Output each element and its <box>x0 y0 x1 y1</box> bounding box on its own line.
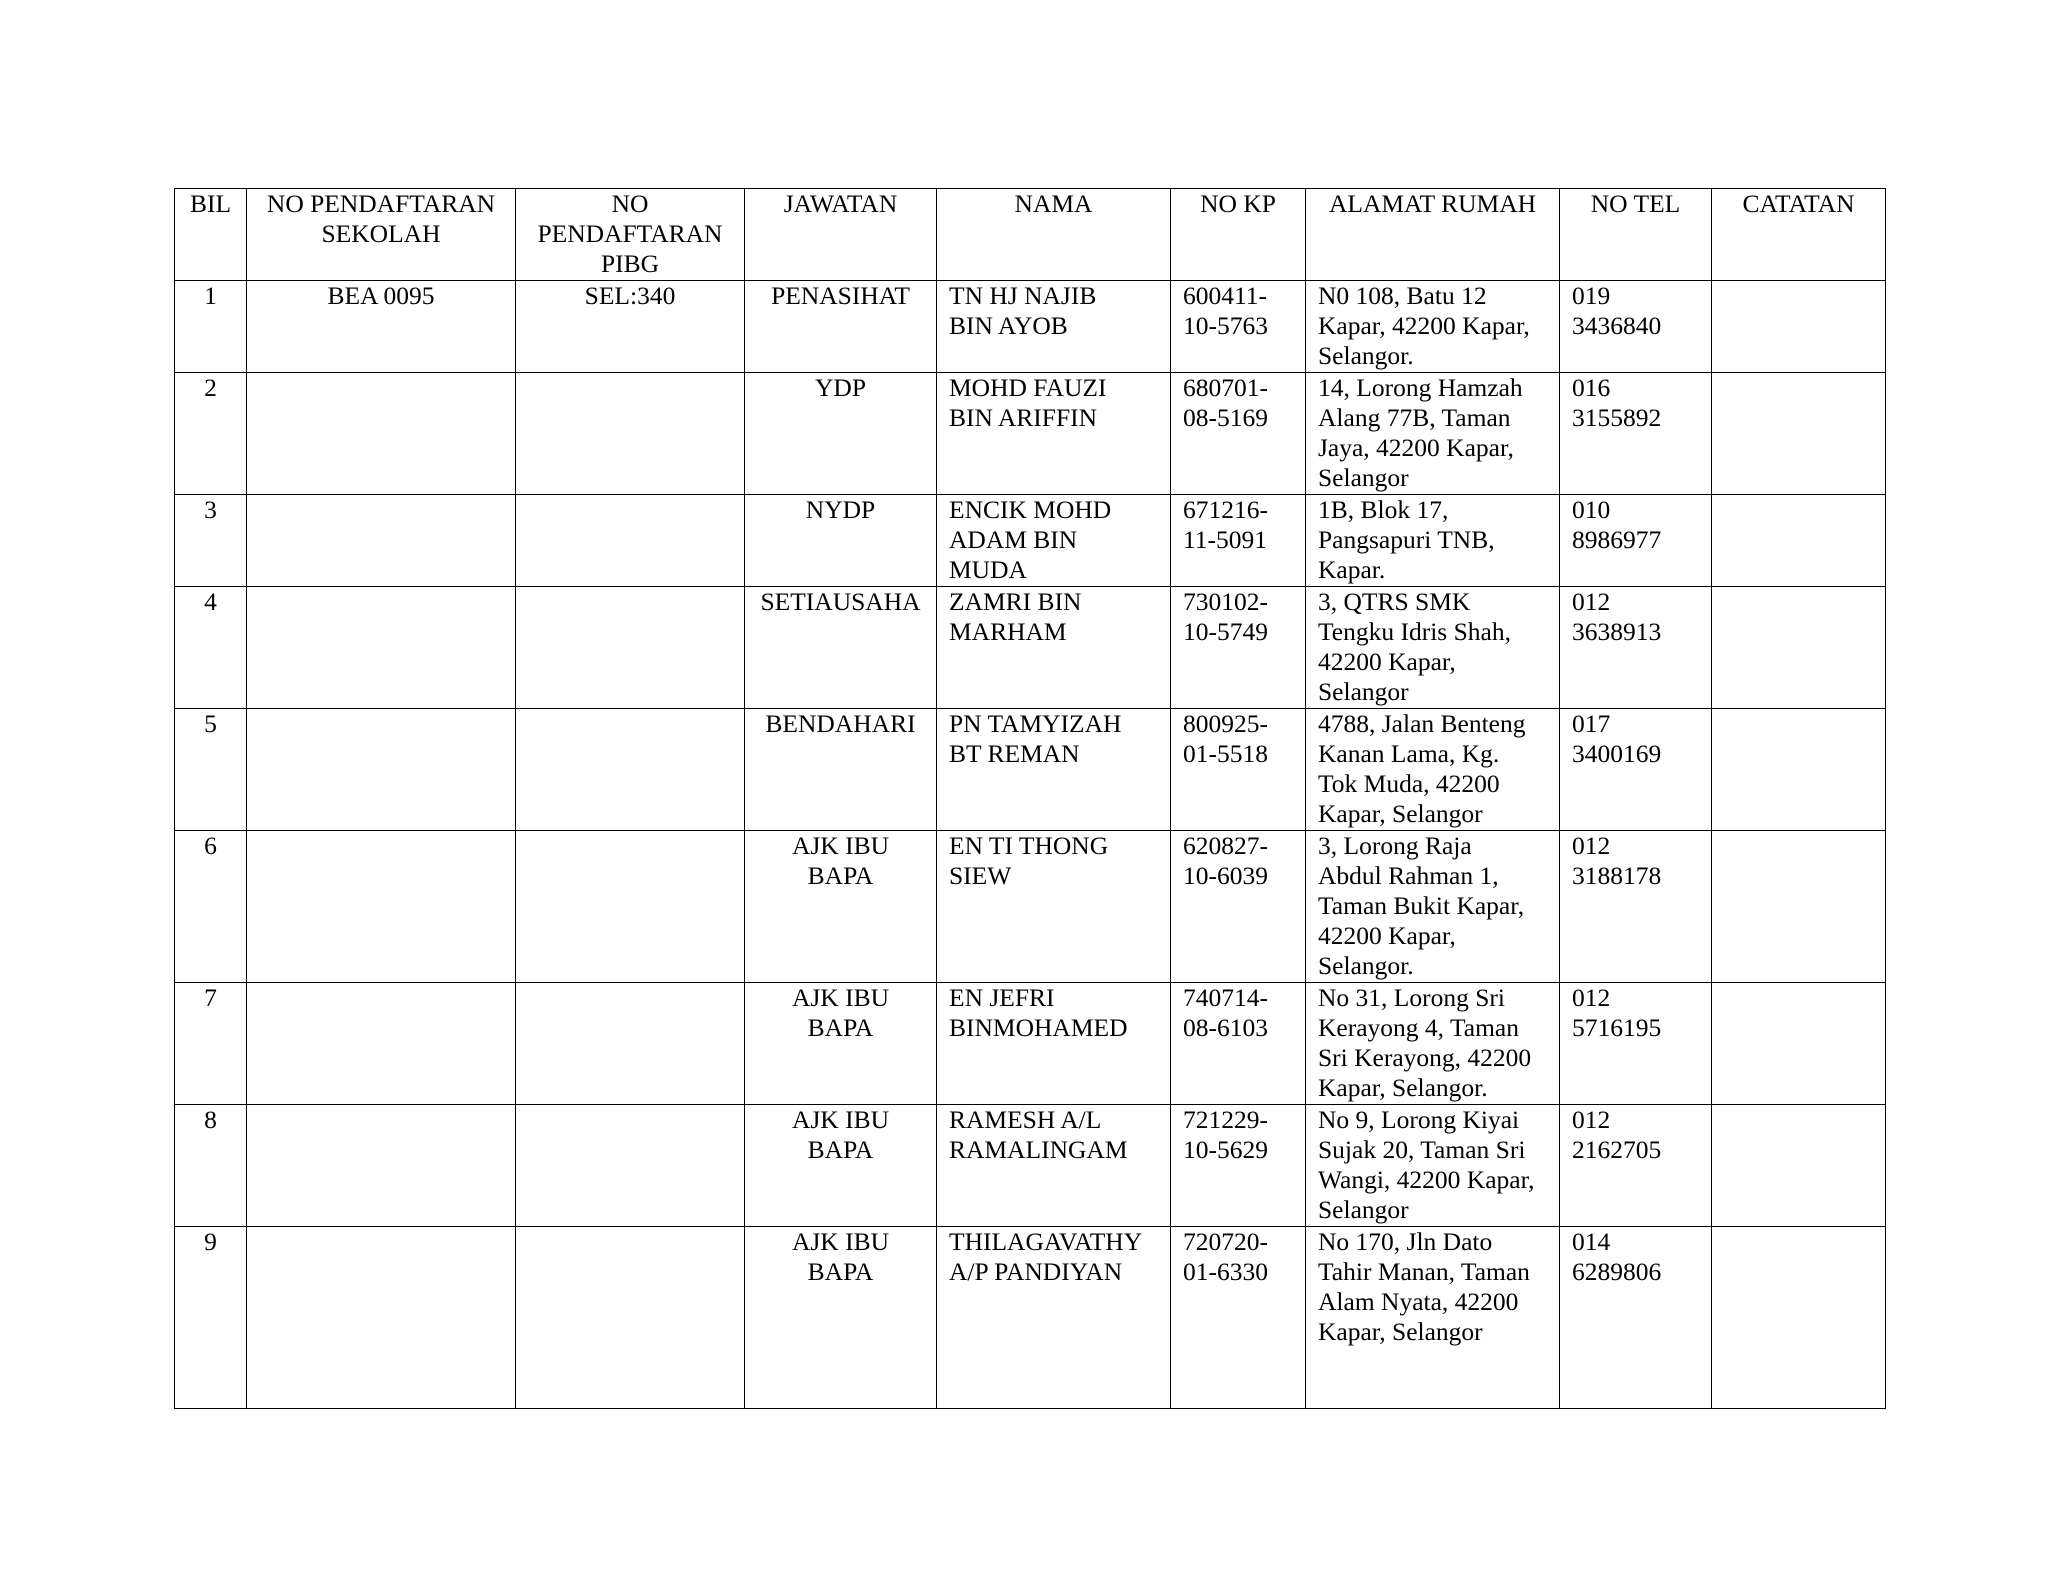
catatan-cell <box>1712 587 1886 709</box>
jawatan-cell <box>745 373 937 495</box>
cell-line: Kapar, Selangor. <box>1318 1073 1488 1102</box>
cell-line: NO <box>611 189 649 218</box>
cell-line: ALAMAT RUMAH <box>1328 189 1537 218</box>
cell-line: 4 <box>204 587 217 616</box>
cell-line: TN HJ NAJIB <box>949 281 1097 310</box>
cell-line: 42200 Kapar, <box>1318 921 1456 950</box>
school-registration-cell <box>247 709 516 831</box>
cell-line: BEA 0095 <box>327 281 435 310</box>
cell-line: 012 <box>1572 831 1611 860</box>
no-tel-cell <box>1560 983 1712 1105</box>
cell-line: BT REMAN <box>949 739 1080 768</box>
jawatan-cell <box>745 281 937 373</box>
school-registration-cell <box>247 281 516 373</box>
school-registration-cell <box>247 495 516 587</box>
cell-line: MUDA <box>949 555 1027 584</box>
cell-line: EN TI THONG <box>949 831 1109 860</box>
cell-line: Abdul Rahman 1, <box>1318 861 1499 890</box>
cell-line: SEL:340 <box>584 281 676 310</box>
cell-line: 5 <box>204 709 217 738</box>
cell-line: BINMOHAMED <box>949 1013 1128 1042</box>
cell-line: THILAGAVATHY <box>949 1227 1143 1256</box>
cell-line: Tengku Idris Shah, <box>1318 617 1511 646</box>
cell-line: Sujak 20, Taman Sri <box>1318 1135 1526 1164</box>
table-row <box>175 373 1886 495</box>
cell-line: PENDAFTARAN <box>537 219 723 248</box>
pibg-registration-cell <box>516 983 745 1105</box>
cell-line: PN TAMYIZAH <box>949 709 1122 738</box>
cell-line: AJK IBU <box>791 1105 890 1134</box>
cell-line: NO TEL <box>1590 189 1681 218</box>
no-kp-cell <box>1171 373 1306 495</box>
cell-line: 4788, Jalan Benteng <box>1318 709 1526 738</box>
alamat-cell <box>1306 587 1560 709</box>
alamat-cell <box>1306 281 1560 373</box>
jawatan-cell <box>745 495 937 587</box>
no-tel-cell <box>1560 831 1712 983</box>
cell-line: 08-5169 <box>1183 403 1268 432</box>
no-tel-cell <box>1560 587 1712 709</box>
cell-line: Alam Nyata, 42200 <box>1318 1287 1519 1316</box>
cell-line: BIN ARIFFIN <box>949 403 1098 432</box>
cell-line: 671216- <box>1183 495 1268 524</box>
alamat-cell <box>1306 831 1560 983</box>
no-tel-cell <box>1560 709 1712 831</box>
cell-line: Selangor <box>1318 463 1409 492</box>
cell-line: 6 <box>204 831 217 860</box>
cell-line: 10-5629 <box>1183 1135 1268 1164</box>
pibg-registration-cell <box>516 831 745 983</box>
cell-line: 3436840 <box>1572 311 1662 340</box>
header-row <box>175 189 1886 281</box>
table-row <box>175 1227 1886 1409</box>
pibg-registration-cell <box>516 1105 745 1227</box>
nama-cell <box>937 1105 1171 1227</box>
cell-line: Kapar, Selangor <box>1318 799 1483 828</box>
cell-line: 11-5091 <box>1183 525 1268 554</box>
cell-line: BAPA <box>807 861 874 890</box>
cell-line: Selangor. <box>1318 341 1414 370</box>
cell-line: RAMALINGAM <box>949 1135 1128 1164</box>
cell-line: CATATAN <box>1742 189 1855 218</box>
bil-cell <box>175 1105 247 1227</box>
cell-line: 012 <box>1572 587 1611 616</box>
cell-line: RAMESH A/L <box>949 1105 1102 1134</box>
cell-line: 012 <box>1572 983 1611 1012</box>
header-nama <box>937 189 1171 281</box>
cell-line: 08-6103 <box>1183 1013 1268 1042</box>
no-kp-cell <box>1171 983 1306 1105</box>
no-kp-cell <box>1171 495 1306 587</box>
bil-cell <box>175 983 247 1105</box>
cell-line: Tok Muda, 42200 <box>1318 769 1500 798</box>
cell-line: 740714- <box>1183 983 1268 1012</box>
nama-cell <box>937 281 1171 373</box>
cell-line: Pangsapuri TNB, <box>1318 525 1495 554</box>
cell-line: 2 <box>204 373 217 402</box>
cell-line: 620827- <box>1183 831 1268 860</box>
bil-cell <box>175 281 247 373</box>
catatan-cell <box>1712 495 1886 587</box>
cell-line: 10-5749 <box>1183 617 1268 646</box>
cell-line: 017 <box>1572 709 1611 738</box>
cell-line: NYDP <box>805 495 876 524</box>
cell-line: NO PENDAFTARAN <box>266 189 496 218</box>
no-tel-cell <box>1560 373 1712 495</box>
catatan-cell <box>1712 831 1886 983</box>
cell-line: Alang 77B, Taman <box>1318 403 1511 432</box>
alamat-cell <box>1306 709 1560 831</box>
jawatan-cell <box>745 709 937 831</box>
table-row <box>175 709 1886 831</box>
school-registration-cell <box>247 587 516 709</box>
nama-cell <box>937 831 1171 983</box>
cell-line: 800925- <box>1183 709 1268 738</box>
jawatan-cell <box>745 1227 937 1409</box>
cell-line: 3, Lorong Raja <box>1318 831 1472 860</box>
bil-cell <box>175 373 247 495</box>
nama-cell <box>937 495 1171 587</box>
cell-line: No 9, Lorong Kiyai <box>1318 1105 1520 1134</box>
cell-line: BIL <box>189 189 232 218</box>
cell-line: BAPA <box>807 1135 874 1164</box>
cell-line: BAPA <box>807 1013 874 1042</box>
catatan-cell <box>1712 281 1886 373</box>
cell-line: 016 <box>1572 373 1611 402</box>
bil-cell <box>175 495 247 587</box>
cell-line: YDP <box>814 373 866 402</box>
cell-line: 10-5763 <box>1183 311 1268 340</box>
table-row <box>175 587 1886 709</box>
cell-line: 600411- <box>1183 281 1268 310</box>
catatan-cell <box>1712 373 1886 495</box>
cell-line: BAPA <box>807 1257 874 1286</box>
cell-line: N0 108, Batu 12 <box>1318 281 1487 310</box>
no-kp-cell <box>1171 281 1306 373</box>
table-row <box>175 983 1886 1105</box>
no-tel-cell <box>1560 495 1712 587</box>
bil-cell <box>175 1227 247 1409</box>
catatan-cell <box>1712 1227 1886 1409</box>
alamat-cell <box>1306 983 1560 1105</box>
no-tel-cell <box>1560 281 1712 373</box>
school-registration-cell <box>247 831 516 983</box>
no-kp-cell <box>1171 1227 1306 1409</box>
cell-line: 1B, Blok 17, <box>1318 495 1449 524</box>
pibg-registration-cell <box>516 1227 745 1409</box>
cell-line: ENCIK MOHD <box>949 495 1112 524</box>
jawatan-cell <box>745 587 937 709</box>
cell-line: No 170, Jln Dato <box>1318 1227 1493 1256</box>
cell-line: 3400169 <box>1572 739 1662 768</box>
cell-line: 8 <box>204 1105 217 1134</box>
school-registration-cell <box>247 373 516 495</box>
cell-line: 3, QTRS SMK <box>1318 587 1471 616</box>
cell-line: 721229- <box>1183 1105 1268 1134</box>
school-registration-cell <box>247 1227 516 1409</box>
cell-line: 019 <box>1572 281 1611 310</box>
pibg-registration-cell <box>516 709 745 831</box>
header-no-pendaftaran-pibg <box>516 189 745 281</box>
table-row <box>175 281 1886 373</box>
table-row <box>175 495 1886 587</box>
cell-line: 3188178 <box>1572 861 1662 890</box>
no-tel-cell <box>1560 1227 1712 1409</box>
cell-line: AJK IBU <box>791 983 890 1012</box>
cell-line: AJK IBU <box>791 1227 890 1256</box>
cell-line: Kanan Lama, Kg. <box>1318 739 1500 768</box>
catatan-cell <box>1712 983 1886 1105</box>
cell-line: Sri Kerayong, 42200 <box>1318 1043 1532 1072</box>
cell-line: Kerayong 4, Taman <box>1318 1013 1519 1042</box>
cell-line: 9 <box>204 1227 217 1256</box>
header-catatan <box>1712 189 1886 281</box>
no-tel-cell <box>1560 1105 1712 1227</box>
header-alamat-rumah <box>1306 189 1560 281</box>
bil-cell <box>175 709 247 831</box>
school-registration-cell <box>247 1105 516 1227</box>
nama-cell <box>937 587 1171 709</box>
cell-line: NO KP <box>1200 189 1276 218</box>
alamat-cell <box>1306 495 1560 587</box>
cell-line: 3638913 <box>1572 617 1662 646</box>
cell-line: 14, Lorong Hamzah <box>1318 373 1523 402</box>
table-row <box>175 831 1886 983</box>
cell-line: EN JEFRI <box>949 983 1055 1012</box>
pibg-registration-cell <box>516 587 745 709</box>
cell-line: 2162705 <box>1572 1135 1662 1164</box>
cell-line: 10-6039 <box>1183 861 1268 890</box>
cell-line: Selangor <box>1318 677 1409 706</box>
table-row <box>175 1105 1886 1227</box>
pibg-registration-cell <box>516 281 745 373</box>
bil-cell <box>175 831 247 983</box>
cell-line: PIBG <box>600 249 660 278</box>
header-bil <box>175 189 247 281</box>
cell-line: Jaya, 42200 Kapar, <box>1318 433 1514 462</box>
cell-line: A/P PANDIYAN <box>949 1257 1123 1286</box>
catatan-cell <box>1712 709 1886 831</box>
cell-line: SEKOLAH <box>321 219 441 248</box>
cell-line: Kapar. <box>1318 555 1386 584</box>
cell-line: 42200 Kapar, <box>1318 647 1456 676</box>
cell-line: Kapar, 42200 Kapar, <box>1318 311 1530 340</box>
cell-line: 730102- <box>1183 587 1268 616</box>
no-kp-cell <box>1171 1105 1306 1227</box>
cell-line: JAWATAN <box>783 189 898 218</box>
cell-line: Selangor. <box>1318 951 1414 980</box>
cell-line: 01-6330 <box>1183 1257 1268 1286</box>
no-kp-cell <box>1171 587 1306 709</box>
cell-line: 1 <box>204 281 217 310</box>
jawatan-cell <box>745 831 937 983</box>
cell-line: Kapar, Selangor <box>1318 1317 1483 1346</box>
cell-line: BIN AYOB <box>949 311 1068 340</box>
cell-line: Wangi, 42200 Kapar, <box>1318 1165 1535 1194</box>
cell-line: BENDAHARI <box>765 709 916 738</box>
header-no-pendaftaran-sekolah <box>247 189 516 281</box>
committee-table <box>174 188 1886 1409</box>
cell-line: 680701- <box>1183 373 1268 402</box>
school-registration-cell <box>247 983 516 1105</box>
cell-line: ZAMRI BIN <box>949 587 1082 616</box>
cell-line: MOHD FAUZI <box>949 373 1107 402</box>
cell-line: 010 <box>1572 495 1611 524</box>
cell-line: 7 <box>204 983 217 1012</box>
cell-line: 720720- <box>1183 1227 1268 1256</box>
header-no-tel <box>1560 189 1712 281</box>
nama-cell <box>937 709 1171 831</box>
cell-line: NAMA <box>1014 189 1093 218</box>
bil-cell <box>175 587 247 709</box>
no-kp-cell <box>1171 709 1306 831</box>
pibg-registration-cell <box>516 373 745 495</box>
table-body <box>175 281 1886 1409</box>
cell-line: AJK IBU <box>791 831 890 860</box>
alamat-cell <box>1306 373 1560 495</box>
no-kp-cell <box>1171 831 1306 983</box>
nama-cell <box>937 1227 1171 1409</box>
cell-line: 012 <box>1572 1105 1611 1134</box>
cell-line: 3155892 <box>1572 403 1662 432</box>
cell-line: SETIAUSAHA <box>760 587 921 616</box>
jawatan-cell <box>745 983 937 1105</box>
cell-line: 8986977 <box>1572 525 1662 554</box>
cell-line: No 31, Lorong Sri <box>1318 983 1505 1012</box>
cell-line: Tahir Manan, Taman <box>1318 1257 1530 1286</box>
nama-cell <box>937 983 1171 1105</box>
cell-line: 01-5518 <box>1183 739 1268 768</box>
cell-line: ADAM BIN <box>949 525 1078 554</box>
alamat-cell <box>1306 1105 1560 1227</box>
cell-line: Selangor <box>1318 1195 1409 1224</box>
alamat-cell <box>1306 1227 1560 1409</box>
cell-line: SIEW <box>949 861 1012 890</box>
header-jawatan <box>745 189 937 281</box>
jawatan-cell <box>745 1105 937 1227</box>
nama-cell <box>937 373 1171 495</box>
header-no-kp <box>1171 189 1306 281</box>
cell-line: 014 <box>1572 1227 1611 1256</box>
cell-line: 3 <box>204 495 217 524</box>
cell-line: Taman Bukit Kapar, <box>1318 891 1525 920</box>
cell-line: MARHAM <box>949 617 1067 646</box>
cell-line: PENASIHAT <box>771 281 910 310</box>
cell-line: 5716195 <box>1572 1013 1662 1042</box>
catatan-cell <box>1712 1105 1886 1227</box>
cell-line: 6289806 <box>1572 1257 1662 1286</box>
pibg-registration-cell <box>516 495 745 587</box>
